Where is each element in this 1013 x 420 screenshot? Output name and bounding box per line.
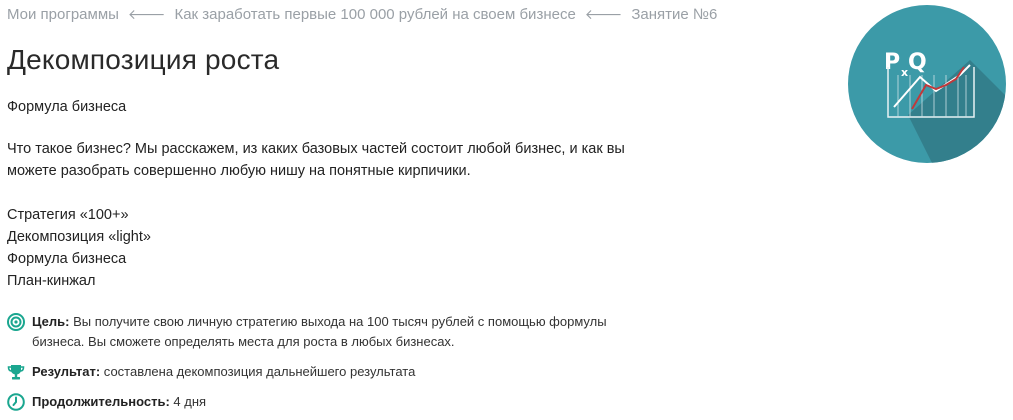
arrow-left-icon: 🡐 [127, 5, 166, 22]
result-label: Результат: [32, 364, 101, 379]
logo-letter-p: P [884, 50, 901, 75]
logo-letter-x: x [901, 66, 909, 79]
lesson-description: Что такое бизнес? Мы расскажем, из каких базовых частей состоит любой бизнес, и как вы можете разобрать совершенно любую нишу на понятные кирпичики. [7, 141, 625, 179]
course-logo [848, 5, 1006, 163]
breadcrumb-course[interactable]: Как заработать первые 100 000 рублей на своем бизнесе [174, 5, 576, 23]
result-text [32, 362, 632, 382]
breadcrumb [7, 4, 717, 24]
duration-value: 4 дня [169, 394, 207, 409]
duration-text [32, 392, 632, 412]
goal-label: Цель: [32, 314, 70, 329]
breadcrumb-my-programs[interactable]: Мои программы [7, 5, 119, 23]
list-item: Декомпозиция «light» [7, 229, 151, 245]
logo-letter-q: Q [908, 50, 927, 75]
arrow-left-icon: 🡐 [584, 5, 623, 22]
duration-row [7, 392, 632, 412]
target-icon [7, 313, 25, 331]
list-item: План-кинжал [7, 273, 96, 289]
page-title: Декомпозиция роста [7, 44, 280, 75]
trophy-icon [7, 363, 25, 381]
result-row [7, 362, 632, 382]
page-subtitle: Формула бизнеса [7, 99, 127, 115]
topic-list [7, 204, 151, 292]
goal-text [32, 312, 632, 352]
goal-value: Вы получите свою личную стратегию выхода на 100 тысяч рублей с помощью формулы бизнеса. Вы сможете определять места для роста в любых бизнесах. [32, 314, 607, 349]
duration-label: Продолжительность: [32, 394, 170, 409]
list-item: Стратегия «100+» [7, 207, 129, 223]
goal-row [7, 312, 632, 352]
clock-icon [7, 393, 25, 411]
result-value: составлена декомпозиция дальнейшего результата [100, 364, 416, 379]
breadcrumb-lesson: Занятие №6 [631, 5, 718, 23]
list-item: Формула бизнеса [7, 251, 127, 267]
